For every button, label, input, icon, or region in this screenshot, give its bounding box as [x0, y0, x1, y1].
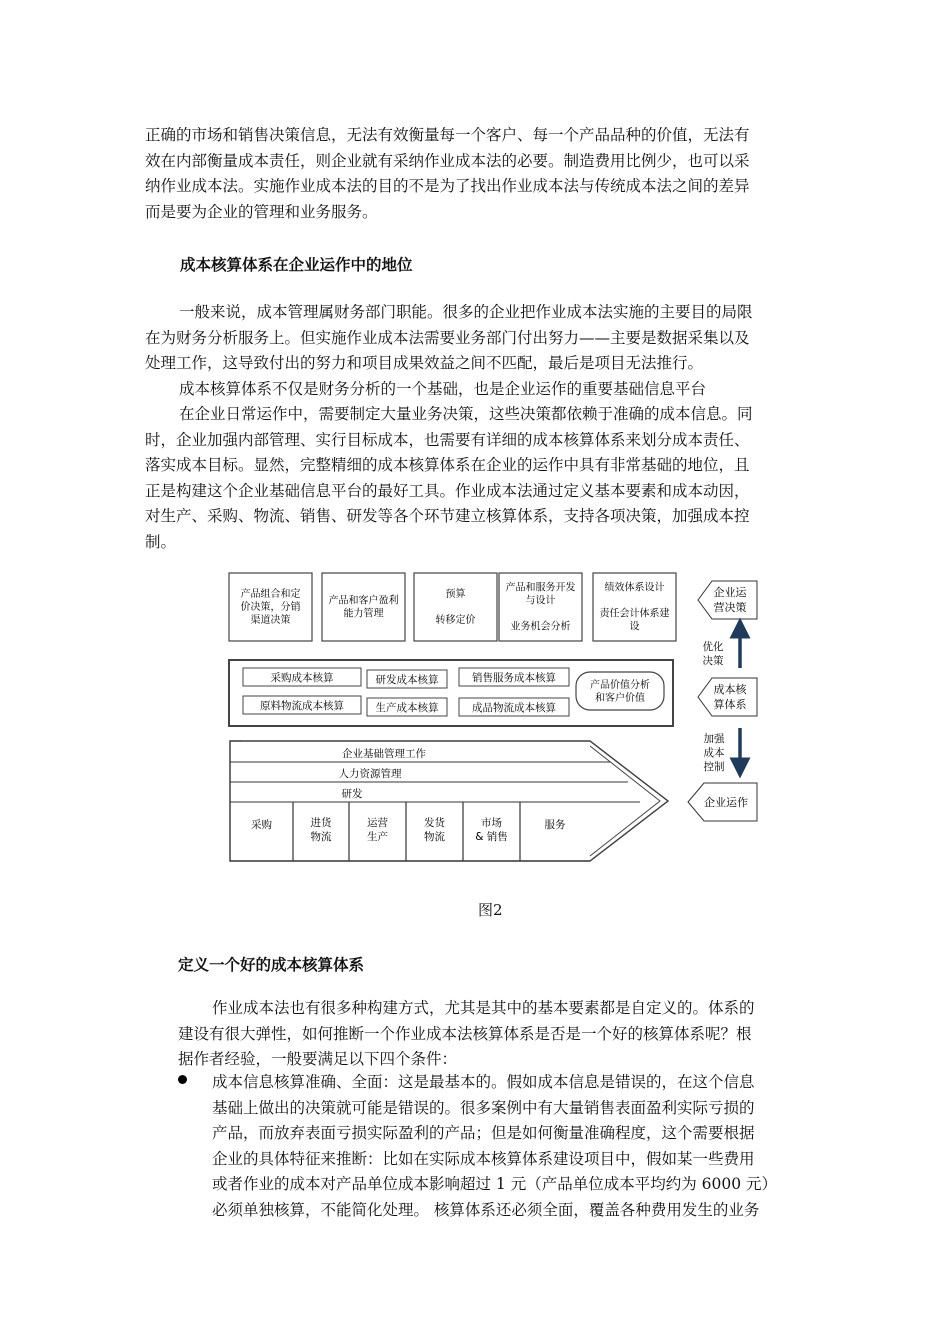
chain-step-label: 市场 [481, 817, 502, 829]
text-line: 建设有很大弹性，如何推断一个作业成本法核算体系是否是一个好的核算体系呢？根 [178, 1024, 752, 1043]
band-label: 企业基础管理工作 [342, 748, 426, 760]
text-line: 正是构建这个企业基础信息平台的最好工具。作业成本法通过定义基本要素和成本动因， [145, 481, 750, 500]
accounting-box-label: 成品物流成本核算 [472, 702, 556, 714]
text-line: 成本核算体系不仅是财务分析的一个基础，也是企业运作的重要基础信息平台 [179, 379, 707, 398]
accounting-box-label: 销售服务成本核算 [472, 672, 556, 684]
chain-step-label: 发货 [424, 817, 445, 829]
text-line: 对生产、采购、物流、销售、研发等各个环节建立核算体系，支持各项决策，加强成本控 [145, 507, 750, 525]
decision-box-line: 产品和客户盈利 [328, 595, 399, 607]
decision-box-line: 渠道决策 [250, 615, 291, 626]
label-text: 企业运作 [704, 796, 748, 809]
label-text: 加强 [703, 733, 725, 745]
label-text: 控制 [703, 761, 725, 773]
decision-box-line: 与设计 [525, 595, 556, 607]
text-line: 而是要为企业的管理和业务服务。 [145, 202, 378, 221]
accounting-box-label: 生产成本核算 [375, 702, 439, 714]
label-text: 成本核 [713, 683, 747, 696]
paragraph-finance [145, 300, 807, 402]
figure-caption: 图2 [478, 901, 503, 919]
text-line: 产品，而放弃表面亏损实际盈利的产品；但是如何衡量准确程度，这个需要根据 [212, 1124, 755, 1142]
decision-box [414, 573, 497, 641]
text-line: 在企业日常运作中，需要制定大量业务决策，这些决策都依赖于准确的成本信息。同 [179, 405, 753, 423]
bullet-item-accuracy [212, 1070, 808, 1223]
value-box-line: 和客户价值 [595, 693, 645, 704]
chain-step-label: 服务 [544, 819, 566, 831]
decision-box-line: 价决策，分销 [240, 602, 301, 613]
decision-box-line: 预算 [445, 589, 466, 600]
text-line: 时，企业加强内部管理、实行目标成本，也需要有详细的成本核算体系来划分成本责任、 [145, 430, 750, 449]
text-line: 或者作业的成本对产品单位成本影响超过 1 元（产品单位成本平均约为 6000 元） [212, 1175, 778, 1193]
value-box-line: 产品价值分析 [590, 680, 650, 691]
chain-step-label: 运营 [367, 817, 388, 829]
label-text: 企业运 [713, 586, 747, 599]
accounting-box-label: 研发成本核算 [375, 674, 439, 686]
decision-box-line: 责任会计体系建 [599, 608, 670, 620]
text-line: 基础上做出的决策就可能是错误的。很多案例中有大量销售表面盈利实际亏损的 [212, 1098, 755, 1117]
decision-box-line: 产品组合和定 [240, 589, 301, 600]
accounting-box-label: 采购成本核算 [270, 672, 334, 684]
text-line: 制。 [145, 532, 177, 551]
text-line: 企业的具体特征来推断：比如在实际成本核算体系建设项目中，假如某一些费用 [212, 1149, 755, 1168]
chain-step-label: 物流 [424, 831, 445, 843]
bullet-icon [178, 1075, 187, 1084]
decision-box-line: 转移定价 [435, 615, 476, 626]
text-line: 必须单独核算，不能简化处理。 核算体系还必须全面，覆盖各种费用发生的业务 [212, 1200, 760, 1219]
value-analysis-box [576, 672, 664, 710]
chain-step-label: 物流 [310, 831, 332, 843]
text-line: 效在内部衡量成本责任，则企业就有采纳作业成本法的必要。制造费用比例少，也可以采 [145, 151, 750, 170]
decision-boxes [229, 573, 676, 641]
decision-box-line: 产品和服务开发 [505, 582, 576, 594]
text-line: 纳作业成本法。实施作业成本法的目的不是为了找出作业成本法与传统成本法之间的差异 [145, 177, 750, 195]
section-heading-position: 成本核算体系在企业运作中的地位 [180, 256, 413, 274]
text-line: 据作者经验，一般要满足以下四个条件： [178, 1050, 458, 1068]
text-line: 在为财务分析服务上。但实施作业成本法需要业务部门付出努力——主要是数据采集以及 [145, 328, 750, 347]
text-line: 一般来说，成本管理属财务部门职能。很多的企业把作业成本法实施的主要目的局限 [179, 303, 753, 321]
paragraph-operation [145, 402, 807, 555]
decision-box [322, 573, 405, 641]
text-line: 正确的市场和销售决策信息，无法有效衡量每一个客户、每一个产品品种的价值，无法有 [145, 126, 750, 144]
section-heading-good-system: 定义一个好的成本核算体系 [178, 956, 365, 974]
paragraph-conditions [178, 996, 808, 1073]
decision-box-line: 能力管理 [343, 608, 384, 620]
chain-step-label: & 销售 [475, 831, 508, 843]
chain-step-label: 生产 [367, 831, 388, 843]
label-text: 决策 [702, 655, 724, 667]
chain-step-label: 进货 [310, 817, 332, 829]
text-line: 处理工作，这导致付出的努力和项目成果效益之间不匹配，最后是项目无法推行。 [145, 354, 704, 372]
text-line: 落实成本目标。显然，完整精细的成本核算体系在企业的运作中具有非常基础的地位，且 [145, 456, 750, 474]
decision-box-line: 绩效体系设计 [604, 582, 665, 594]
label-text: 营决策 [713, 601, 747, 614]
label-text: 成本 [703, 747, 725, 759]
band-label: 研发 [341, 788, 363, 800]
decision-box-line: 设 [629, 621, 640, 633]
band-label: 人力资源管理 [338, 768, 402, 780]
cost-system-diagram [220, 565, 760, 870]
text-line: 成本信息核算准确、全面：这是最基本的。假如成本信息是错误的，在这个信息 [212, 1073, 755, 1091]
value-chain-arrow [230, 741, 668, 861]
text-line: 作业成本法也有很多种构建方式，尤其是其中的基本要素都是自定义的。体系的 [212, 999, 755, 1017]
label-text: 优化 [702, 641, 724, 653]
accounting-box-label: 原料物流成本核算 [260, 700, 344, 712]
label-text: 算体系 [713, 698, 747, 711]
chain-step-label: 采购 [251, 819, 272, 831]
paragraph-intro [145, 123, 807, 225]
decision-box-line: 业务机会分析 [510, 621, 571, 633]
